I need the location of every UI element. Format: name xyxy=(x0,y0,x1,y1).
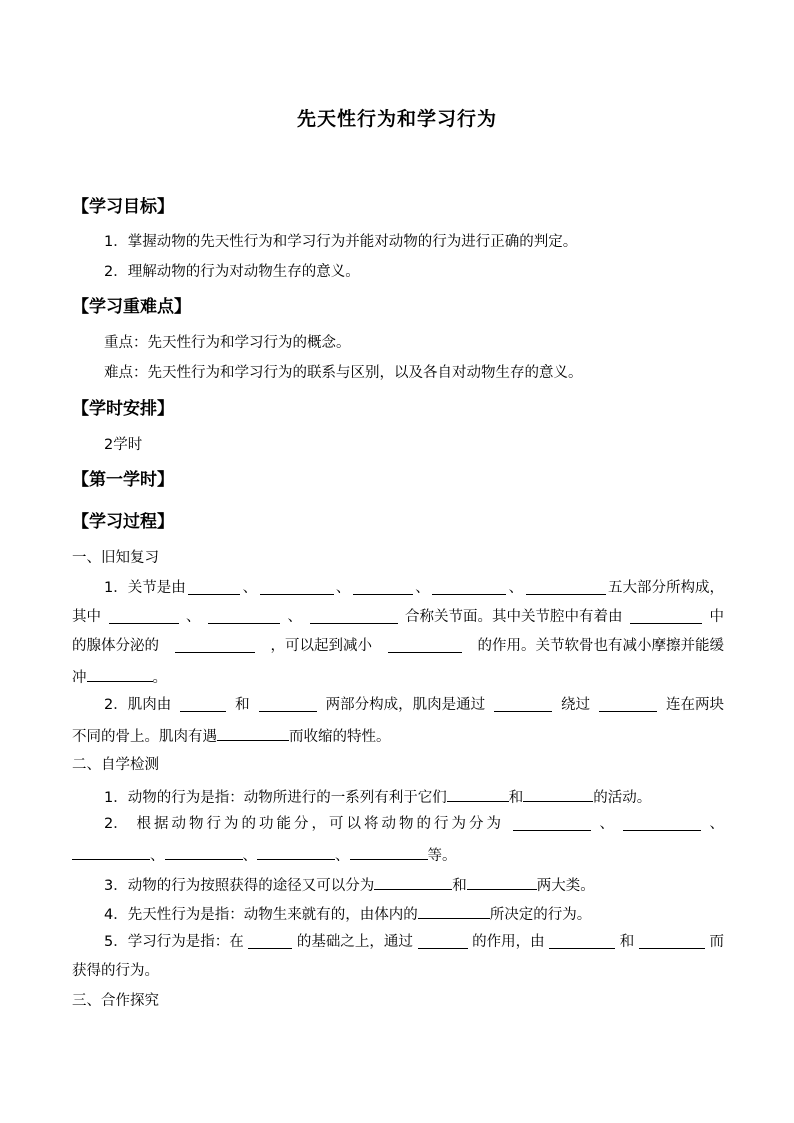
fill-blank[interactable] xyxy=(353,578,413,595)
text: 、 xyxy=(335,580,351,596)
fill-blank[interactable] xyxy=(432,578,506,595)
text: 合称关节面。其中关节腔中有着由 xyxy=(405,609,623,625)
text: 1．关节是由 xyxy=(104,580,186,596)
fill-blank[interactable] xyxy=(257,843,335,860)
text: 的作用。关节软骨也有减小摩擦并能缓 xyxy=(477,638,724,654)
section3-title: 三、合作探究 xyxy=(72,993,159,1009)
text: 1．动物的行为是指：动物所进行的一系列有利于它们 xyxy=(104,790,447,806)
text: 3．动物的行为按照获得的途径又可以分为 xyxy=(104,878,375,894)
text: 而 xyxy=(709,934,724,950)
text: 的基础之上，通过 xyxy=(296,934,413,950)
fill-blank[interactable] xyxy=(217,724,289,741)
s1-q2-line2 xyxy=(72,724,724,747)
text: 、 xyxy=(287,609,302,625)
s2-q4 xyxy=(104,902,724,925)
text: 绕过 xyxy=(561,697,591,713)
text: 所决定的行为。 xyxy=(489,907,592,923)
text: 5．学习行为是指：在 xyxy=(104,934,244,950)
s2-q2-line2 xyxy=(72,843,724,866)
section2-title: 二、自学检测 xyxy=(72,757,159,773)
s2-q3 xyxy=(104,873,724,896)
fill-blank[interactable] xyxy=(523,785,593,802)
fill-blank[interactable] xyxy=(623,814,701,831)
fill-blank[interactable] xyxy=(549,932,615,949)
text: 根据动物行为的功能分，可以将动物的行为分为 xyxy=(136,816,504,832)
fill-blank[interactable] xyxy=(418,932,468,949)
s1-q2-line1 xyxy=(104,695,724,715)
s2-q2-line1 xyxy=(104,814,724,834)
s1-q1-line3 xyxy=(72,636,724,656)
text: 两部分构成，肌肉是通过 xyxy=(325,697,486,713)
fill-blank[interactable] xyxy=(72,843,150,860)
text: 不同的骨上。肌肉有遇 xyxy=(72,729,217,745)
text: 、 xyxy=(508,580,524,596)
text: 而收缩的特性。 xyxy=(289,729,391,745)
text: 中 xyxy=(709,609,724,625)
text: 、 xyxy=(186,609,201,625)
keypoint-item-2: 难点：先天性行为和学习行为的联系与区别，以及各自对动物生存的意义。 xyxy=(104,365,583,381)
text: 和 xyxy=(619,934,635,950)
fill-blank[interactable] xyxy=(630,607,702,624)
fill-blank[interactable] xyxy=(208,607,280,624)
text: 、 xyxy=(150,848,165,864)
text: 连在两块 xyxy=(665,697,724,713)
s1-q1-line2 xyxy=(72,607,724,627)
fill-blank[interactable] xyxy=(418,902,490,919)
fill-blank[interactable] xyxy=(467,873,537,890)
fill-blank[interactable] xyxy=(388,636,462,653)
keypoints-heading: 【学习重难点】 xyxy=(72,297,191,317)
document-title: 先天性行为和学习行为 xyxy=(296,108,497,130)
s2-q5-line2: 获得的行为。 xyxy=(72,963,159,979)
fill-blank[interactable] xyxy=(374,873,452,890)
fill-blank[interactable] xyxy=(260,578,334,595)
text: 4．先天性行为是指：动物生来就有的，由体内的 xyxy=(104,907,418,923)
fill-blank[interactable] xyxy=(310,607,398,624)
text: ，可以起到减小 xyxy=(270,638,372,654)
fill-blank[interactable] xyxy=(526,578,606,595)
text: 。 xyxy=(152,670,167,686)
text: 的腺体分泌的 xyxy=(72,638,159,654)
s2-q1 xyxy=(104,785,724,808)
section1-title: 一、旧知复习 xyxy=(72,550,159,566)
text: 其中 xyxy=(72,609,101,625)
text: 、 xyxy=(599,816,614,832)
fill-blank[interactable] xyxy=(259,695,317,712)
text: 和 xyxy=(508,790,524,806)
keypoint-item-1: 重点：先天性行为和学习行为的概念。 xyxy=(104,335,351,351)
fill-blank[interactable] xyxy=(639,932,705,949)
text: 两大类。 xyxy=(536,878,595,894)
text: 、 xyxy=(242,848,257,864)
fill-blank[interactable] xyxy=(180,695,226,712)
fill-blank[interactable] xyxy=(87,665,153,682)
text: 等。 xyxy=(427,848,457,864)
fill-blank[interactable] xyxy=(447,785,509,802)
text: 的活动。 xyxy=(593,790,652,806)
fill-blank[interactable] xyxy=(350,843,428,860)
fill-blank[interactable] xyxy=(175,636,255,653)
schedule-heading: 【学时安排】 xyxy=(72,399,174,419)
text: 的作用，由 xyxy=(472,934,545,950)
schedule-value: 2学时 xyxy=(104,437,143,453)
fill-blank[interactable] xyxy=(599,695,657,712)
lesson1-heading: 【第一学时】 xyxy=(72,470,174,490)
text: 冲 xyxy=(72,670,87,686)
s1-q1-line1 xyxy=(104,578,724,598)
text: 、 xyxy=(242,580,258,596)
fill-blank[interactable] xyxy=(494,695,552,712)
fill-blank[interactable] xyxy=(165,843,243,860)
text: 2．肌肉由 xyxy=(104,697,172,713)
s1-q1-line4 xyxy=(72,665,724,688)
text: 、 xyxy=(335,848,350,864)
text: 和 xyxy=(452,878,467,894)
goal-item-1: 1．掌握动物的先天性行为和学习行为并能对动物的行为进行正确的判定。 xyxy=(104,234,578,250)
fill-blank[interactable] xyxy=(188,578,240,595)
fill-blank[interactable] xyxy=(513,814,591,831)
fill-blank[interactable] xyxy=(109,607,179,624)
goal-item-2: 2．理解动物的行为对动物生存的意义。 xyxy=(104,264,360,280)
text: 、 xyxy=(415,580,430,596)
text: 和 xyxy=(235,697,250,713)
text: 2． xyxy=(104,816,128,832)
fill-blank[interactable] xyxy=(248,932,292,949)
goals-heading: 【学习目标】 xyxy=(72,197,174,217)
process-heading: 【学习过程】 xyxy=(72,512,174,532)
s2-q5-line1 xyxy=(104,932,724,952)
text: 、 xyxy=(709,816,724,832)
text: 五大部分所构成， xyxy=(607,580,724,596)
